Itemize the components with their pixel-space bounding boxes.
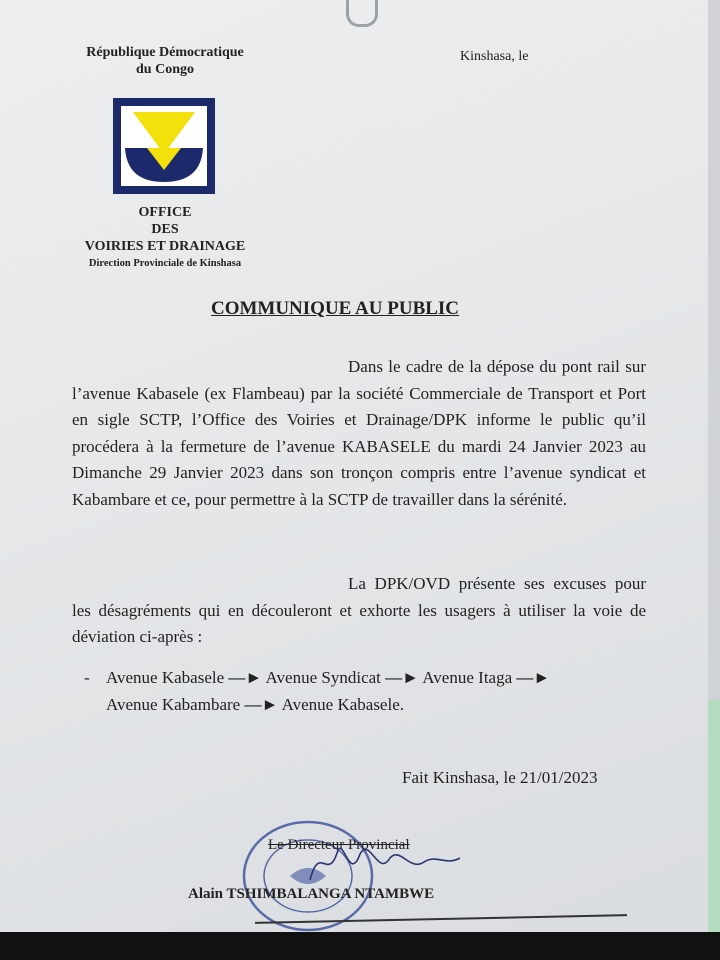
signatory-name: Alain TSHIMBALANGA NTAMBWE bbox=[188, 886, 435, 902]
arrow-right-icon: —► bbox=[516, 668, 551, 687]
arrow-right-icon: —► bbox=[385, 668, 419, 687]
republic-header bbox=[70, 44, 260, 78]
arrow-right-icon: —► bbox=[228, 668, 263, 687]
route-bullet: - bbox=[84, 668, 90, 687]
paragraph-1: Dans le cadre de la dépose du pont rail sur l’avenue Kabasele (ex Flambeau) par la société Commerciale de Transport et Port en sigle SCTP, l’Office des Voiries et Drainage/DPK informe le public qu’il procédera à la fermeture de l’avenue KABASELE du mardi 24 Janvier 2023 au Dimanche 29 Janvier 2023 dans son tronçon compris entre l’avenue syndicat et Kabambare et ce, pour permettre à la SCTP de travailler dans la sérénité. bbox=[72, 357, 646, 509]
route-stop: Avenue Itaga bbox=[422, 668, 513, 687]
office-line-3: VOIRIES ET DRAINAGE bbox=[84, 239, 246, 254]
route-stop: Avenue Kabambare bbox=[106, 694, 241, 714]
signatory-title: Le Directeur Provincial bbox=[268, 837, 410, 853]
background-edge bbox=[708, 700, 720, 932]
route-stop: Avenue Kabasele. bbox=[281, 694, 404, 714]
arrow-right-icon: —► bbox=[244, 694, 279, 714]
route-stop: Avenue Kabasele bbox=[106, 668, 225, 687]
closing-date: Fait Kinshasa, le 21/01/2023 bbox=[402, 768, 598, 787]
ovd-logo-icon bbox=[111, 96, 217, 196]
bottom-bar bbox=[0, 932, 720, 960]
route-stop: Avenue Syndicat bbox=[265, 668, 381, 687]
detour-route bbox=[84, 665, 654, 718]
office-name bbox=[70, 204, 260, 272]
office-line-1: OFFICE bbox=[138, 205, 192, 220]
paragraph-2: La DPK/OVD présente ses excuses pour les désagréments qui en découleront et exhorte les usagers à utiliser la voie de déviation ci-après : bbox=[72, 574, 646, 646]
office-line-4: Direction Provinciale de Kinshasa bbox=[88, 258, 242, 269]
office-line-2: DES bbox=[151, 222, 179, 237]
handwritten-signature-icon bbox=[290, 832, 470, 892]
document-title: COMMUNIQUE AU PUBLIC bbox=[210, 298, 460, 319]
place-date: Kinshasa, le bbox=[460, 49, 529, 64]
republic-line-1: République Démocratique bbox=[86, 45, 244, 60]
paperclip-icon bbox=[346, 0, 378, 27]
republic-line-2: du Congo bbox=[136, 62, 194, 77]
